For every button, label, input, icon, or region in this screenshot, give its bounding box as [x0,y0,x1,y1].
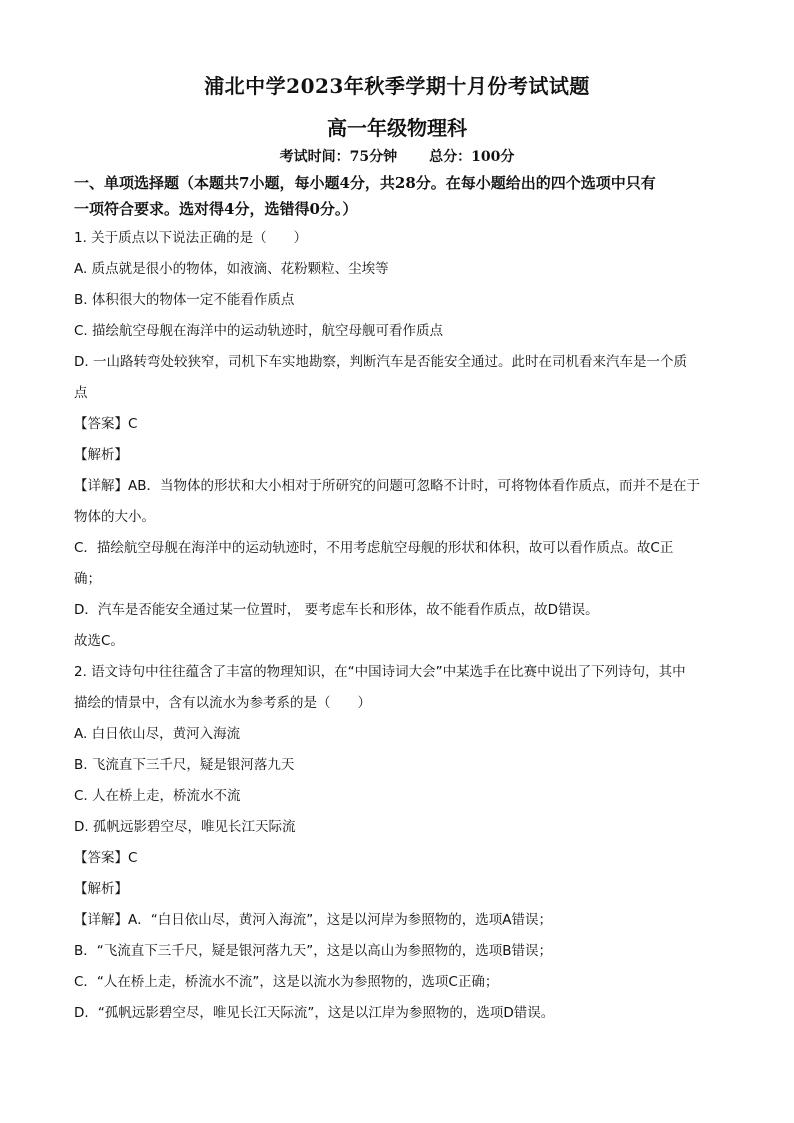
q2-detail-line-2: B．“飞流直下三千尺，疑是银河落九天”，这是以高山为参照物的，选项B错误； [74,943,553,959]
q1-option-d-continued: 点 [74,385,88,401]
q1-detail-line-3: C．描绘航空母舰在海洋中的运动轨迹时，不用考虑航空母舰的形状和体积，故可以看作质点。故C正 [74,540,674,556]
q1-option-d: D. 一山路转弯处较狭窄，司机下车实地勘察，判断汽车是否能安全通过。此时在司机看来汽车是一个质 [74,354,687,370]
q1-detail-line-4: 确； [74,571,101,587]
q1-detail-line-5: D．汽车是否能安全通过某一位置时， 要考虑车长和形体，故不能看作质点，故D错误。 [74,602,599,618]
q1-detail-line-2: 物体的大小。 [74,509,155,525]
exam-meta [0,146,794,166]
q2-option-a: A. 白日依山尽，黄河入海流 [74,726,241,742]
q1-answer: 【答案】C [74,416,138,432]
q1-detail-line-1: 【详解】AB．当物体的形状和大小相对于所研究的问题可忽略不计时，可将物体看作质点，而并不是在于 [74,478,700,494]
q1-option-c: C. 描绘航空母舰在海洋中的运动轨迹时，航空母舰可看作质点 [74,323,444,339]
q1-analysis-label: 【解析】 [74,447,128,463]
q2-detail-line-3: C．“人在桥上走，桥流水不流”，这是以流水为参照物的，选项C正确； [74,974,499,990]
q2-option-c: C. 人在桥上走，桥流水不流 [74,788,241,804]
q2-detail-line-4: D．“孤帆远影碧空尽，唯见长江天际流”，这是以江岸为参照物的，选项D错误。 [74,1005,555,1021]
q1-option-b: B. 体积很大的物体一定不能看作质点 [74,292,295,308]
exam-time: 考试时间：75分钟 [279,149,398,165]
section-heading [74,170,734,222]
section-heading-line-1: 一、单项选择题（本题共7小题，每小题4分，共28分。在每小题给出的四个选项中只有 [74,174,656,192]
q1-stem: 1. 关于质点以下说法正确的是（ ） [74,230,308,246]
question-body [74,223,734,1029]
q2-stem-line-2: 描绘的情景中，含有以流水为参考系的是（ ） [74,695,371,711]
q1-option-a: A. 质点就是很小的物体，如液滴、花粉颗粒、尘埃等 [74,261,389,277]
q1-detail-line-6: 故选C。 [74,633,124,649]
q2-option-d: D. 孤帆远影碧空尽，唯见长江天际流 [74,819,296,835]
total-score: 总分：100分 [429,149,515,165]
q2-detail-line-1: 【详解】A．“白日依山尽，黄河入海流”，这是以河岸为参照物的，选项A错误； [74,912,552,928]
q2-stem-line-1: 2. 语文诗句中往往蕴含了丰富的物理知识，在“中国诗词大会”中某选手在比赛中说出了下列诗句，其中 [74,664,686,680]
q2-answer: 【答案】C [74,850,138,866]
q2-option-b: B. 飞流直下三千尺，疑是银河落九天 [74,757,295,773]
q2-analysis-label: 【解析】 [74,881,128,897]
exam-subtitle: 高一年级物理科 [327,116,467,140]
section-heading-line-2: 一项符合要求。选对得4分，选错得0分。） [74,200,358,218]
exam-title: 浦北中学2023年秋季学期十月份考试试题 [204,74,590,98]
